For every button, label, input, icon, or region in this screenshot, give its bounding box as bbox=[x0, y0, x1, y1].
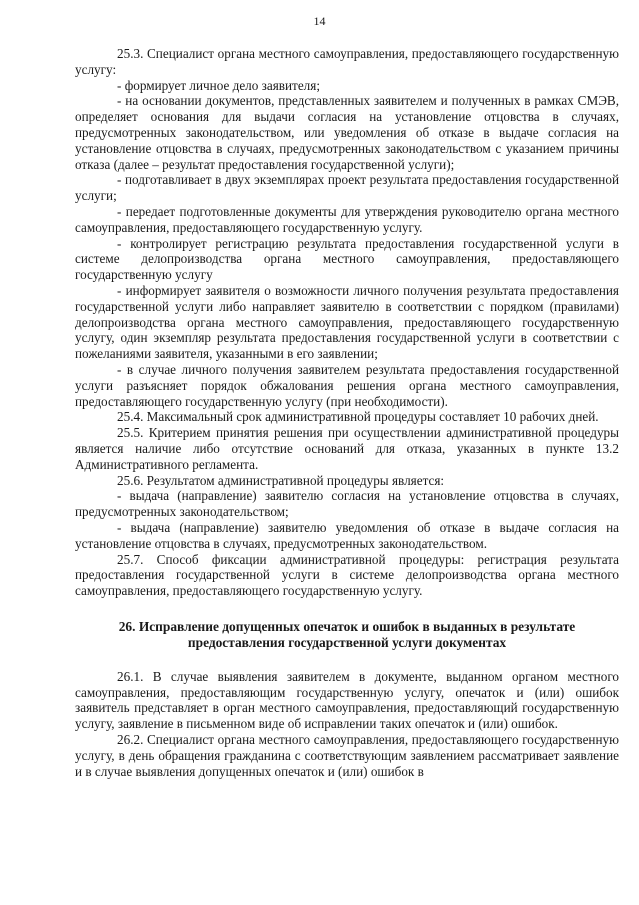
paragraph: 26.1. В случае выявления заявителем в документе, выданном органом местного самоуправления, предоставляющим государственную услугу, опечаток и (или) ошибок заявитель представляет в орган местного самоуправления, предоставляющий государственную услугу, заявление в письменном виде об исправлении таких опечаток и (или) ошибок. bbox=[75, 668, 619, 732]
paragraph: - выдача (направление) заявителю уведомления об отказе в выдаче согласия на установление отцовства в случаях, предусмотренных законодательством. bbox=[75, 519, 619, 551]
paragraph: 25.4. Максимальный срок административной процедуры составляет 10 рабочих дней. bbox=[117, 409, 599, 425]
page-number: 14 bbox=[313, 14, 326, 28]
paragraph: - выдача (направление) заявителю согласия на установление отцовства в случаях, предусмотренных законодательством; bbox=[75, 488, 619, 520]
paragraph: - передает подготовленные документы для утверждения руководителю органа местного самоуправления, предоставляющего государственную услугу. bbox=[75, 203, 619, 235]
paragraph: 26.2. Специалист органа местного самоуправления, предоставляющего государственную услугу, в день обращения гражданина с соответствующим заявлением рассматривает заявление и в случае выявления допущенных опечаток и (или) ошибок в bbox=[75, 732, 619, 779]
document-body bbox=[75, 46, 619, 779]
paragraph: 25.7. Способ фиксации административной процедуры: регистрация результата предоставления государственной услуги в системе делопроизводства органа местного самоуправления, предоставляющего государственную услугу. bbox=[75, 551, 619, 599]
paragraph: - в случае личного получения заявителем результата предоставления государственной услуги разъясняет порядок обжалования решения органа местного самоуправления, предоставляющего государственную услугу (при необходимости). bbox=[75, 361, 619, 409]
paragraph: 25.6. Результатом административной процедуры является: bbox=[117, 472, 445, 488]
paragraph: - на основании документов, представленных заявителем и полученных в рамках СМЭВ, определяет основания для выдачи согласия на установление отцовства в случаях, предусмотренных законодательством, или уведомления об отказе в выдаче согласия на установление отцовства в случаях, предусмотренных законодательством с указанием причины отказа (далее – результат предоставления государственной услуги); bbox=[75, 93, 619, 172]
paragraph: - информирует заявителя о возможности личного получения результата предоставления государственной услуги либо направляет заявителю в соответствии с порядком (правилами) делопроизводства органа местного самоуправления, предоставляющего государственную услугу, один экземпляр результата предоставления государственной услуги в соответствии с пожеланиями заявителя, указанными в его заявлении; bbox=[75, 282, 619, 362]
section-25 bbox=[75, 46, 619, 599]
paragraph: - подготавливает в двух экземплярах проект результата предоставления государственной услуги; bbox=[75, 172, 619, 204]
paragraph: - формирует личное дело заявителя; bbox=[117, 77, 320, 93]
section-heading: 26. Исправление допущенных опечаток и ошибок в выданных в результате предоставления государственной услуги документах bbox=[118, 618, 576, 650]
paragraph: - контролирует регистрацию результата предоставления государственной услуги в системе делопроизводства органа местного самоуправления, предоставляющего государственную услугу bbox=[75, 235, 619, 283]
paragraph: 25.5. Критерием принятия решения при осуществлении административной процедуры является наличие либо отсутствие оснований для отказа, указанных в пункте 13.2 Административного регламента. bbox=[75, 425, 619, 472]
section-26 bbox=[75, 669, 619, 780]
paragraph: 25.3. Специалист органа местного самоуправления, предоставляющего государственную услугу: bbox=[75, 46, 619, 77]
